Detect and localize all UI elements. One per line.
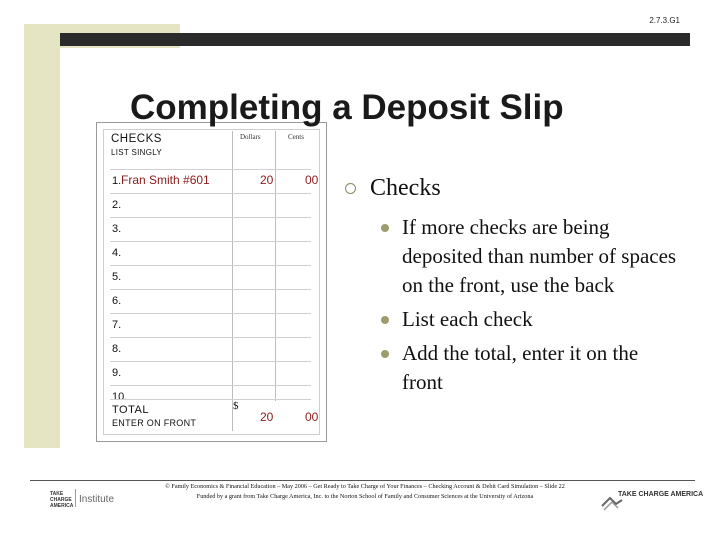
- row-number: 1.: [112, 175, 122, 187]
- slip-row: [110, 193, 311, 217]
- row-number: 6.: [112, 295, 122, 307]
- slide-title: Completing a Deposit Slip: [130, 88, 564, 127]
- slip-rows: [110, 169, 319, 409]
- row-number: 7.: [112, 319, 122, 331]
- row-number: 2.: [112, 199, 122, 211]
- slip-row: [110, 217, 311, 241]
- row-number: 10.: [112, 391, 128, 403]
- take-charge-institute-logo: [48, 486, 128, 510]
- sub-bullet-text: If more checks are being deposited than number of spaces on the front, use the back: [402, 215, 677, 297]
- slip-row: [110, 313, 311, 337]
- total-cents: 00: [305, 410, 319, 424]
- slip-total-row: [110, 399, 319, 432]
- slip-header-list-singly: LIST SINGLY: [111, 148, 163, 157]
- dollar-sign: $: [233, 400, 239, 412]
- footer-line-1: © Family Economics & Financial Education – May 2006 – Get Ready to Take Charge of Your Finances – Checking Account & Debit Card Simulation – Slide 22: [165, 483, 565, 490]
- ring-bullet-icon: [345, 183, 356, 194]
- decorative-side-bar: [24, 24, 60, 448]
- list-item: [378, 213, 678, 300]
- decorative-top-rule: [60, 33, 690, 46]
- footer-line-2: Funded by a grant from Take Charge America, Inc. to the Norton School of Family and Consumer Sciences at the University of Arizona: [196, 493, 534, 500]
- slip-header-checks: CHECKS: [111, 133, 162, 145]
- svg-text:CHARGE: CHARGE: [50, 497, 72, 503]
- sub-bullet-text: Add the total, enter it on the front: [402, 341, 639, 394]
- slip-column-cents: Cents: [288, 133, 304, 141]
- slip-row: [110, 361, 311, 385]
- take-charge-america-logo: [600, 484, 704, 512]
- svg-text:TAKE: TAKE: [50, 491, 64, 497]
- svg-text:TAKE CHARGE AMERICA: TAKE CHARGE AMERICA: [618, 491, 704, 498]
- slip-row: [110, 265, 311, 289]
- total-dollars: 20: [260, 410, 274, 424]
- bullet-checks-label: Checks: [370, 175, 441, 201]
- slip-row: [110, 337, 311, 361]
- row-payer: Fran Smith #601: [121, 173, 210, 187]
- list-item: [378, 305, 678, 334]
- footer-rule: [30, 480, 695, 481]
- row-number: 3.: [112, 223, 122, 235]
- dot-bullet-icon: [381, 350, 389, 358]
- slip-row: [110, 169, 319, 193]
- slip-column-dollars: Dollars: [240, 133, 261, 141]
- total-label: TOTAL: [112, 404, 149, 416]
- list-item: [378, 339, 678, 397]
- row-number: 9.: [112, 367, 122, 379]
- row-cents: 00: [305, 173, 319, 187]
- bullet-checks: [345, 175, 441, 202]
- footer-text: [130, 482, 600, 502]
- sub-bullet-list: [378, 213, 678, 402]
- slip-row: [110, 241, 311, 265]
- page-code: 2.7.3.G1: [649, 16, 680, 25]
- svg-text:AMERICA: AMERICA: [50, 503, 74, 509]
- dot-bullet-icon: [381, 316, 389, 324]
- deposit-slip-back: [96, 122, 327, 442]
- enter-on-front-label: ENTER ON FRONT: [112, 418, 197, 428]
- row-number: 4.: [112, 247, 122, 259]
- svg-text:Institute: Institute: [79, 494, 115, 505]
- slip-row: [110, 289, 311, 313]
- sub-bullet-text: List each check: [402, 307, 533, 331]
- dot-bullet-icon: [381, 224, 389, 232]
- row-number: 5.: [112, 271, 122, 283]
- row-number: 8.: [112, 343, 122, 355]
- row-dollars: 20: [260, 173, 274, 187]
